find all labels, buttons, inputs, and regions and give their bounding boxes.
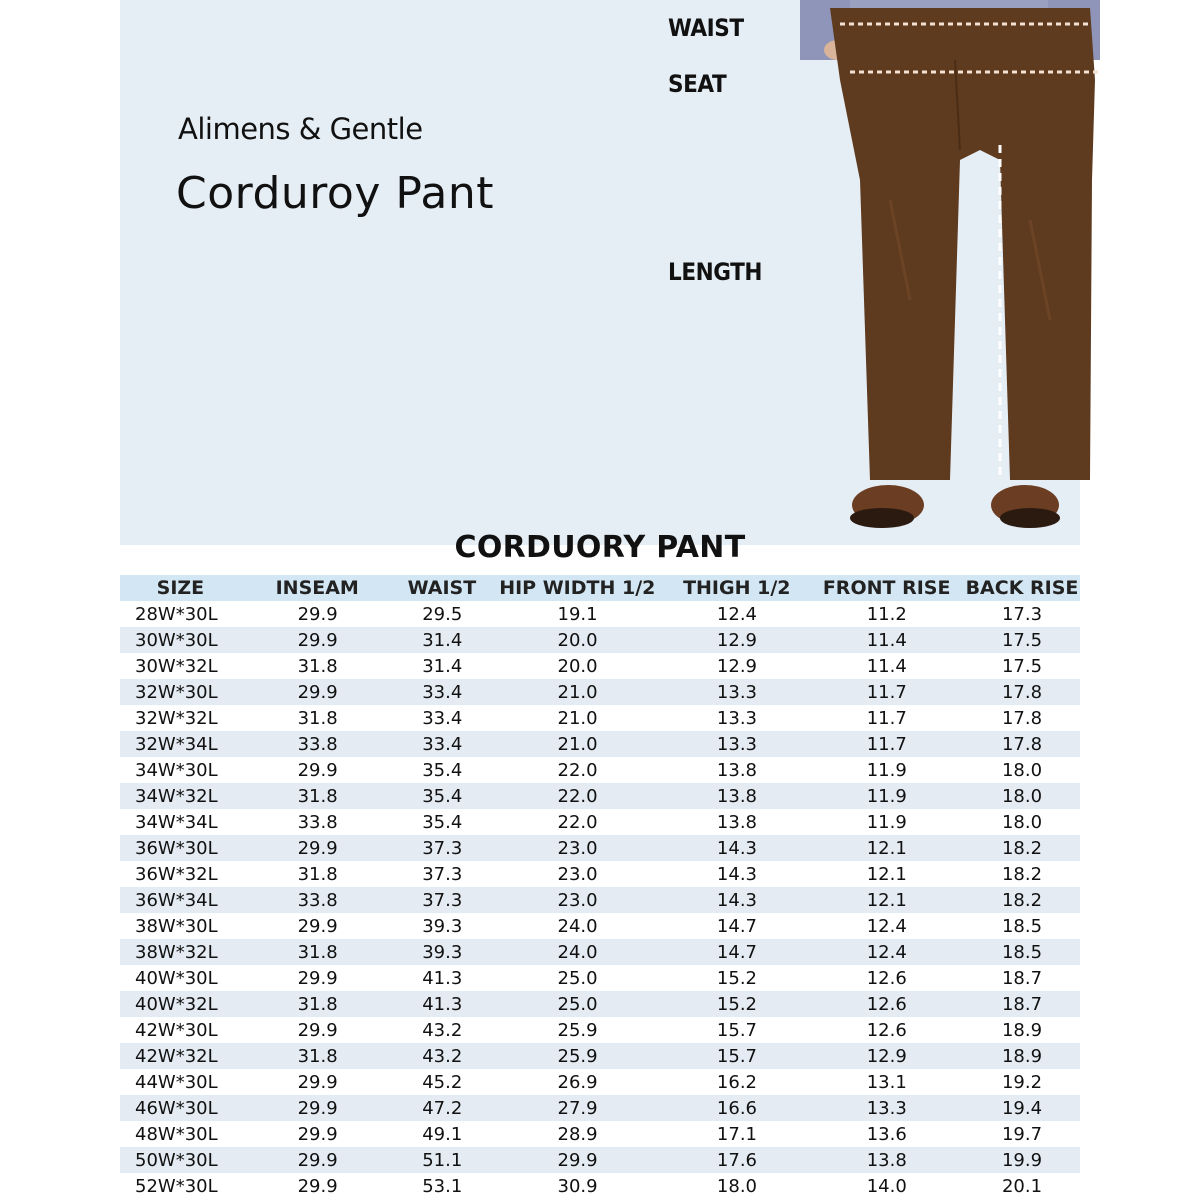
cell-inseam: 31.8 xyxy=(297,941,338,963)
cell-size: 34W*30L xyxy=(135,759,218,781)
pant-model-figure xyxy=(800,0,1100,545)
cell-thigh: 17.6 xyxy=(716,1149,757,1171)
cell-size: 42W*30L xyxy=(135,1019,218,1041)
cell-inseam: 33.8 xyxy=(297,889,338,911)
cell-hip-width: 25.9 xyxy=(557,1019,598,1041)
cell-waist: 29.5 xyxy=(422,603,463,625)
cell-hip-width: 25.9 xyxy=(557,1045,598,1067)
header-inseam: INSEAM xyxy=(275,577,359,599)
cell-front-rise: 13.6 xyxy=(866,1123,907,1145)
cell-back-rise: 17.5 xyxy=(1001,629,1043,651)
cell-hip-width: 19.1 xyxy=(557,603,598,625)
cell-front-rise: 12.6 xyxy=(866,1019,907,1041)
cell-hip-width: 21.0 xyxy=(557,707,598,729)
cell-inseam: 31.8 xyxy=(297,655,338,677)
cell-back-rise: 18.5 xyxy=(1001,941,1043,963)
cell-size: 36W*32L xyxy=(135,863,218,885)
cell-waist: 43.2 xyxy=(422,1045,463,1067)
cell-front-rise: 12.9 xyxy=(866,1045,907,1067)
cell-hip-width: 22.0 xyxy=(557,759,598,781)
cell-waist: 31.4 xyxy=(422,655,463,677)
cell-size: 32W*34L xyxy=(135,733,218,755)
cell-size: 36W*30L xyxy=(135,837,218,859)
cell-back-rise: 17.8 xyxy=(1001,733,1043,755)
cell-size: 38W*32L xyxy=(135,941,218,963)
cell-thigh: 13.8 xyxy=(716,785,757,807)
table-row xyxy=(120,1121,1080,1147)
cell-back-rise: 18.0 xyxy=(1001,759,1043,781)
header-waist: WAIST xyxy=(407,577,477,599)
cell-inseam: 29.9 xyxy=(297,1149,338,1171)
cell-back-rise: 18.2 xyxy=(1001,889,1043,911)
table-row xyxy=(120,705,1080,731)
cell-waist: 35.4 xyxy=(422,811,463,833)
cell-inseam: 29.9 xyxy=(297,759,338,781)
cell-size: 48W*30L xyxy=(135,1123,218,1145)
cell-hip-width: 23.0 xyxy=(557,889,598,911)
cell-waist: 41.3 xyxy=(422,993,463,1015)
table-row xyxy=(120,757,1080,783)
cell-waist: 37.3 xyxy=(422,837,463,859)
cell-size: 46W*30L xyxy=(135,1097,218,1119)
cell-hip-width: 23.0 xyxy=(557,863,598,885)
cell-inseam: 31.8 xyxy=(297,1045,338,1067)
cell-thigh: 15.7 xyxy=(716,1019,757,1041)
cell-inseam: 33.8 xyxy=(297,733,338,755)
cell-thigh: 14.3 xyxy=(716,863,757,885)
cell-thigh: 14.7 xyxy=(716,915,757,937)
cell-size: 40W*32L xyxy=(135,993,218,1015)
cell-front-rise: 12.4 xyxy=(866,915,907,937)
cell-size: 28W*30L xyxy=(135,603,218,625)
cell-back-rise: 18.5 xyxy=(1001,915,1043,937)
cell-hip-width: 25.0 xyxy=(557,993,598,1015)
cell-waist: 47.2 xyxy=(422,1097,463,1119)
cell-front-rise: 11.7 xyxy=(866,707,907,729)
cell-size: 32W*30L xyxy=(135,681,218,703)
cell-inseam: 31.8 xyxy=(297,863,338,885)
table-row xyxy=(120,887,1080,913)
cell-thigh: 15.7 xyxy=(716,1045,757,1067)
cell-hip-width: 26.9 xyxy=(557,1071,598,1093)
table-row xyxy=(120,679,1080,705)
cell-hip-width: 29.9 xyxy=(557,1149,598,1171)
cell-front-rise: 11.2 xyxy=(866,603,907,625)
cell-inseam: 29.9 xyxy=(297,1019,338,1041)
cell-size: 40W*30L xyxy=(135,967,218,989)
cell-thigh: 14.3 xyxy=(716,889,757,911)
cell-inseam: 31.8 xyxy=(297,993,338,1015)
cell-waist: 43.2 xyxy=(422,1019,463,1041)
cell-hip-width: 22.0 xyxy=(557,785,598,807)
cell-waist: 35.4 xyxy=(422,785,463,807)
cell-front-rise: 12.1 xyxy=(866,837,907,859)
cell-waist: 37.3 xyxy=(422,889,463,911)
brand-name: Alimens & Gentle xyxy=(178,112,423,146)
table-row xyxy=(120,861,1080,887)
length-label: LENGTH xyxy=(668,258,763,286)
cell-front-rise: 11.7 xyxy=(866,733,907,755)
cell-thigh: 13.8 xyxy=(716,759,757,781)
cell-size: 52W*30L xyxy=(135,1175,218,1197)
cell-thigh: 17.1 xyxy=(716,1123,757,1145)
cell-hip-width: 23.0 xyxy=(557,837,598,859)
cell-front-rise: 13.8 xyxy=(866,1149,907,1171)
cell-thigh: 14.7 xyxy=(716,941,757,963)
cell-hip-width: 21.0 xyxy=(557,733,598,755)
cell-inseam: 29.9 xyxy=(297,1097,338,1119)
table-row xyxy=(120,913,1080,939)
product-hero-panel xyxy=(120,0,1080,545)
cell-size: 34W*32L xyxy=(135,785,218,807)
cell-size: 38W*30L xyxy=(135,915,218,937)
cell-front-rise: 13.1 xyxy=(866,1071,907,1093)
table-row xyxy=(120,991,1080,1017)
cell-back-rise: 17.5 xyxy=(1001,655,1043,677)
cell-size: 44W*30L xyxy=(135,1071,218,1093)
table-row xyxy=(120,939,1080,965)
cell-size: 42W*32L xyxy=(135,1045,218,1067)
cell-waist: 49.1 xyxy=(422,1123,463,1145)
cell-inseam: 29.9 xyxy=(297,915,338,937)
cell-inseam: 33.8 xyxy=(297,811,338,833)
cell-back-rise: 18.7 xyxy=(1001,993,1043,1015)
cell-thigh: 13.3 xyxy=(716,681,757,703)
cell-waist: 37.3 xyxy=(422,863,463,885)
cell-waist: 33.4 xyxy=(422,733,463,755)
cell-back-rise: 17.8 xyxy=(1001,681,1043,703)
table-row xyxy=(120,835,1080,861)
cell-thigh: 15.2 xyxy=(716,967,757,989)
cell-inseam: 29.9 xyxy=(297,629,338,651)
cell-hip-width: 28.9 xyxy=(557,1123,598,1145)
cell-hip-width: 27.9 xyxy=(557,1097,598,1119)
cell-back-rise: 19.4 xyxy=(1001,1097,1043,1119)
cell-inseam: 29.9 xyxy=(297,1071,338,1093)
cell-waist: 41.3 xyxy=(422,967,463,989)
table-row xyxy=(120,1095,1080,1121)
table-row xyxy=(120,965,1080,991)
cell-waist: 39.3 xyxy=(422,915,463,937)
cell-waist: 31.4 xyxy=(422,629,463,651)
cell-thigh: 13.3 xyxy=(716,707,757,729)
cell-thigh: 18.0 xyxy=(716,1175,757,1197)
cell-hip-width: 21.0 xyxy=(557,681,598,703)
cell-size: 34W*34L xyxy=(135,811,218,833)
cell-front-rise: 12.6 xyxy=(866,967,907,989)
cell-front-rise: 11.9 xyxy=(866,759,907,781)
header-size: SIZE xyxy=(156,577,205,599)
table-row xyxy=(120,653,1080,679)
size-table-title: CORDUORY PANT xyxy=(454,530,746,565)
cell-inseam: 29.9 xyxy=(297,1175,338,1197)
cell-back-rise: 19.7 xyxy=(1001,1123,1043,1145)
table-row xyxy=(120,601,1080,627)
cell-size: 50W*30L xyxy=(135,1149,218,1171)
cell-waist: 45.2 xyxy=(422,1071,463,1093)
cell-back-rise: 18.9 xyxy=(1001,1045,1043,1067)
cell-hip-width: 24.0 xyxy=(557,941,598,963)
cell-front-rise: 12.6 xyxy=(866,993,907,1015)
cell-front-rise: 13.3 xyxy=(866,1097,907,1119)
cell-waist: 35.4 xyxy=(422,759,463,781)
cell-thigh: 13.3 xyxy=(716,733,757,755)
cell-back-rise: 18.2 xyxy=(1001,837,1043,859)
cell-back-rise: 20.1 xyxy=(1001,1175,1043,1197)
cell-front-rise: 14.0 xyxy=(866,1175,907,1197)
cell-size: 36W*34L xyxy=(135,889,218,911)
cell-inseam: 29.9 xyxy=(297,837,338,859)
cell-hip-width: 30.9 xyxy=(557,1175,598,1197)
header-hip-width: HIP WIDTH 1/2 xyxy=(499,577,656,599)
cell-thigh: 12.4 xyxy=(716,603,757,625)
cell-front-rise: 11.9 xyxy=(866,785,907,807)
cell-waist: 51.1 xyxy=(422,1149,463,1171)
cell-back-rise: 17.3 xyxy=(1001,603,1043,625)
cell-inseam: 31.8 xyxy=(297,707,338,729)
table-row xyxy=(120,809,1080,835)
cell-back-rise: 18.2 xyxy=(1001,863,1043,885)
cell-size: 32W*32L xyxy=(135,707,218,729)
cell-front-rise: 11.4 xyxy=(866,629,907,651)
table-row xyxy=(120,1069,1080,1095)
cell-back-rise: 18.9 xyxy=(1001,1019,1043,1041)
cell-waist: 39.3 xyxy=(422,941,463,963)
cell-hip-width: 20.0 xyxy=(557,655,598,677)
cell-front-rise: 11.4 xyxy=(866,655,907,677)
cell-back-rise: 18.7 xyxy=(1001,967,1043,989)
cell-thigh: 13.8 xyxy=(716,811,757,833)
cell-size: 30W*30L xyxy=(135,629,218,651)
cell-front-rise: 11.9 xyxy=(866,811,907,833)
cell-waist: 33.4 xyxy=(422,681,463,703)
table-row xyxy=(120,1173,1080,1199)
cell-front-rise: 11.7 xyxy=(866,681,907,703)
cell-front-rise: 12.1 xyxy=(866,889,907,911)
product-name: Corduroy Pant xyxy=(176,168,495,219)
header-thigh: THIGH 1/2 xyxy=(683,577,791,599)
cell-thigh: 14.3 xyxy=(716,837,757,859)
waist-label: WAIST xyxy=(668,14,744,42)
cell-thigh: 15.2 xyxy=(716,993,757,1015)
cell-back-rise: 18.0 xyxy=(1001,785,1043,807)
table-row xyxy=(120,1017,1080,1043)
table-row xyxy=(120,1043,1080,1069)
table-row xyxy=(120,783,1080,809)
cell-back-rise: 19.9 xyxy=(1001,1149,1043,1171)
seat-label: SEAT xyxy=(668,70,727,98)
cell-front-rise: 12.4 xyxy=(866,941,907,963)
table-row xyxy=(120,731,1080,757)
cell-thigh: 16.6 xyxy=(716,1097,757,1119)
cell-inseam: 29.9 xyxy=(297,1123,338,1145)
cell-hip-width: 24.0 xyxy=(557,915,598,937)
cell-inseam: 31.8 xyxy=(297,785,338,807)
size-chart-table xyxy=(120,575,1080,1199)
cell-thigh: 16.2 xyxy=(716,1071,757,1093)
cell-back-rise: 19.2 xyxy=(1001,1071,1043,1093)
cell-hip-width: 20.0 xyxy=(557,629,598,651)
cell-back-rise: 17.8 xyxy=(1001,707,1043,729)
cell-hip-width: 22.0 xyxy=(557,811,598,833)
header-front-rise: FRONT RISE xyxy=(822,577,951,599)
cell-inseam: 29.9 xyxy=(297,681,338,703)
header-back-rise: BACK RISE xyxy=(965,577,1079,599)
cell-back-rise: 18.0 xyxy=(1001,811,1043,833)
table-row xyxy=(120,1147,1080,1173)
cell-front-rise: 12.1 xyxy=(866,863,907,885)
table-row xyxy=(120,627,1080,653)
cell-size: 30W*32L xyxy=(135,655,218,677)
cell-thigh: 12.9 xyxy=(716,655,757,677)
cell-inseam: 29.9 xyxy=(297,967,338,989)
cell-inseam: 29.9 xyxy=(297,603,338,625)
cell-thigh: 12.9 xyxy=(716,629,757,651)
table-header-row xyxy=(120,575,1080,601)
cell-waist: 33.4 xyxy=(422,707,463,729)
cell-waist: 53.1 xyxy=(422,1175,463,1197)
cell-hip-width: 25.0 xyxy=(557,967,598,989)
